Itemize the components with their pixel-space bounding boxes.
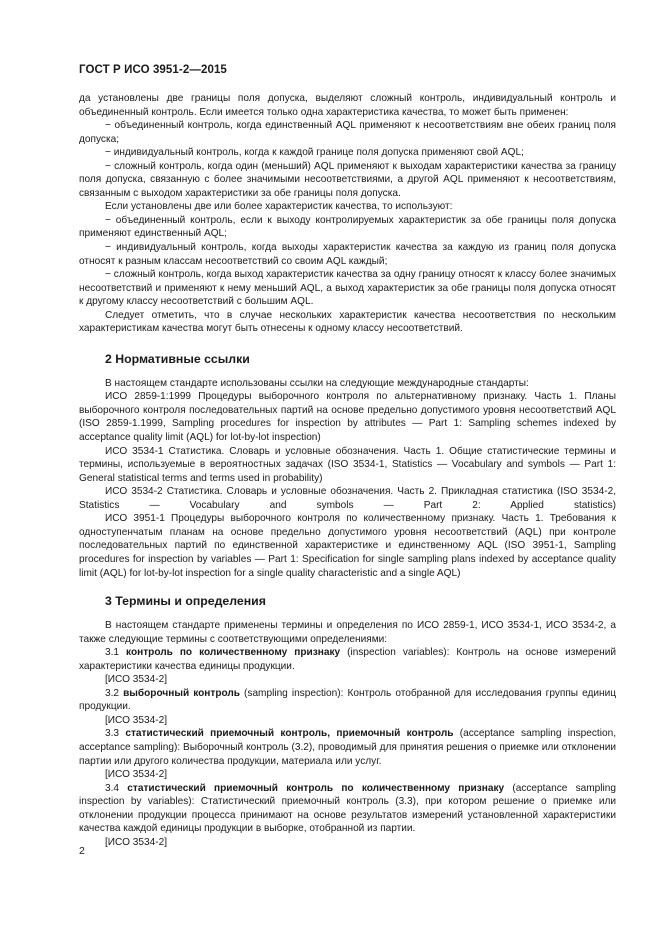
term-name: статистический приемочный контроль, приемочный контроль: [125, 728, 454, 740]
document-header: ГОСТ Р ИСО 3951-2—2015: [79, 64, 227, 76]
term-number: 3.2: [105, 687, 120, 699]
list-item: − индивидуальный контроль, когда выходы характеристик качества за каждую из границ поля допуска относят к разным классам несоответствий со своим AQL каждый;: [79, 242, 616, 267]
list-item: − индивидуальный контроль, когда к каждой границе поля допуска применяют свой AQL;: [105, 147, 524, 159]
term-definition: [79, 782, 616, 836]
term-number: 3.1: [105, 647, 120, 659]
page-number: 2: [79, 845, 85, 857]
term-text: (acceptance sampling inspection, acceptance sampling): Выборочный контроль (3.2), проводимый для принятия решения о приемке или отклонении партии или другого количества продукции, материала или услуг.: [79, 728, 617, 767]
reference-item: ИСО 3951-1 Процедуры выборочного контроля по количественному признаку. Часть 1. Требования к одноступенчатым планам на основе предельно допустимого уровня несоответствий (AQL) при контроле последовательных партий по единственной характеристике и единственному AQL (ISO 3951-1, Sampling procedures for inspection by variables — Part 1: Specification for single sampling plans indexed by acceptance quality limit (AQL) for lot-by-lot inspection for a single quality characteristic and a single AQL): [79, 513, 616, 579]
term-text: (sampling inspection): Контроль отобранной для исследования группы единиц продукции.: [79, 687, 616, 713]
term-source: [ИСО 3534-2]: [105, 674, 168, 686]
term-definition: [79, 646, 616, 673]
list-item: − объединенный контроль, если к выходу контролируемых характеристик за обе границы поля допуска применяют единственный AQL;: [79, 214, 616, 240]
paragraph: В настоящем стандарте применены термины и определения по ИСО 2859-1, ИСО 3534-1, ИСО 3534-2, а также следующие термины с соответствующими определениями:: [79, 620, 616, 645]
section-heading: 3 Термины и определения: [105, 594, 266, 609]
term-definition: [79, 687, 616, 714]
paragraph: В настоящем стандарте использованы ссылки на следующие международные стандарты:: [105, 377, 529, 389]
term-text: (inspection variables): Контроль на основе измерений характеристики качества единицы продукции.: [79, 647, 616, 672]
term-definition: [79, 727, 616, 768]
term-name: выборочный контроль: [123, 687, 241, 699]
term-number: 3.4: [105, 782, 120, 794]
term-text: (acceptance sampling inspection by variables): Статистический приемочный контроль (3.3), при котором решение о приемке или отклонении продукции процесса принимают на основе результатов измерений установленной характеристики качества каждой единицы продукции в выборке, отобранной из партии.: [79, 782, 616, 835]
reference-item: ИСО 3534-1 Статистика. Словарь и условные обозначения. Часть 1. Общие статистические термины и термины, используемые в вероятностных задачах (ISO 3534-1, Statistics — Vocabulary and symbols — Part 1: General statistical terms and terms used in probability): [79, 445, 616, 484]
term-source: [ИСО 3534-2]: [105, 769, 168, 781]
term-name: статистический приемочный контроль по количественному признаку: [127, 782, 505, 794]
term-number: 3.3: [105, 728, 120, 740]
list-item: − сложный контроль, когда выход характеристик качества за одну границу относят к классу более значимых несоответствий и применяют к нему меньший AQL, а выход характеристик за обе границы поля допуска относят к другому классу несоответствий с большим AQL.: [79, 269, 616, 308]
list-item: − объединенный контроль, когда единственный AQL применяют к несоответствиям вне обеих границ поля допуска;: [79, 120, 616, 145]
paragraph: Следует отметить, что в случае нескольких характеристик качества несоответствия по нескольким характеристикам качества могут быть отнесены к одному классу несоответствий.: [79, 309, 616, 335]
paragraph: да установлены две границы поля допуска, выделяют сложный контроль, индивидуальный контроль и объединенный контроль. Если имеется только одна характеристика качества, то может быть применен:: [79, 93, 616, 118]
section-heading: 2 Нормативные ссылки: [105, 351, 250, 366]
page-body: [79, 92, 616, 849]
reference-item: ИСО 2859-1:1999 Процедуры выборочного контроля по альтернативному признаку. Часть 1. Планы выборочного контроля последовательных партий на основе предельно допустимого уровня несоответствий AQL (ISO 2859-1.1999, Sampling procedures for inspection by attributes — Part 1: Sampling schemes indexed by acceptance quality limit (AQL) for lot-by-lot inspection): [79, 391, 616, 444]
reference-item: ИСО 3534-2 Статистика. Словарь и условные обозначения. Часть 2. Прикладная статистика (ISO 3534-2, Statistics — Vocabulary and symbols — Part 2: Applied statistics): [79, 486, 616, 511]
term-source: [ИСО 3534-2]: [105, 836, 168, 848]
term-name: контроль по количественному признаку: [126, 647, 341, 659]
term-source: [ИСО 3534-2]: [105, 714, 168, 726]
list-item: − сложный контроль, когда один (меньший) AQL применяют к выходам характеристики качества за границу поля допуска, связанную с более значимыми несоответствиями, а другой AQL применяют к несоответствиям, связанным с выходом характеристики за обе границы поля допуска.: [79, 160, 616, 199]
paragraph: Если установлены две или более характеристик качества, то используют:: [105, 201, 453, 213]
